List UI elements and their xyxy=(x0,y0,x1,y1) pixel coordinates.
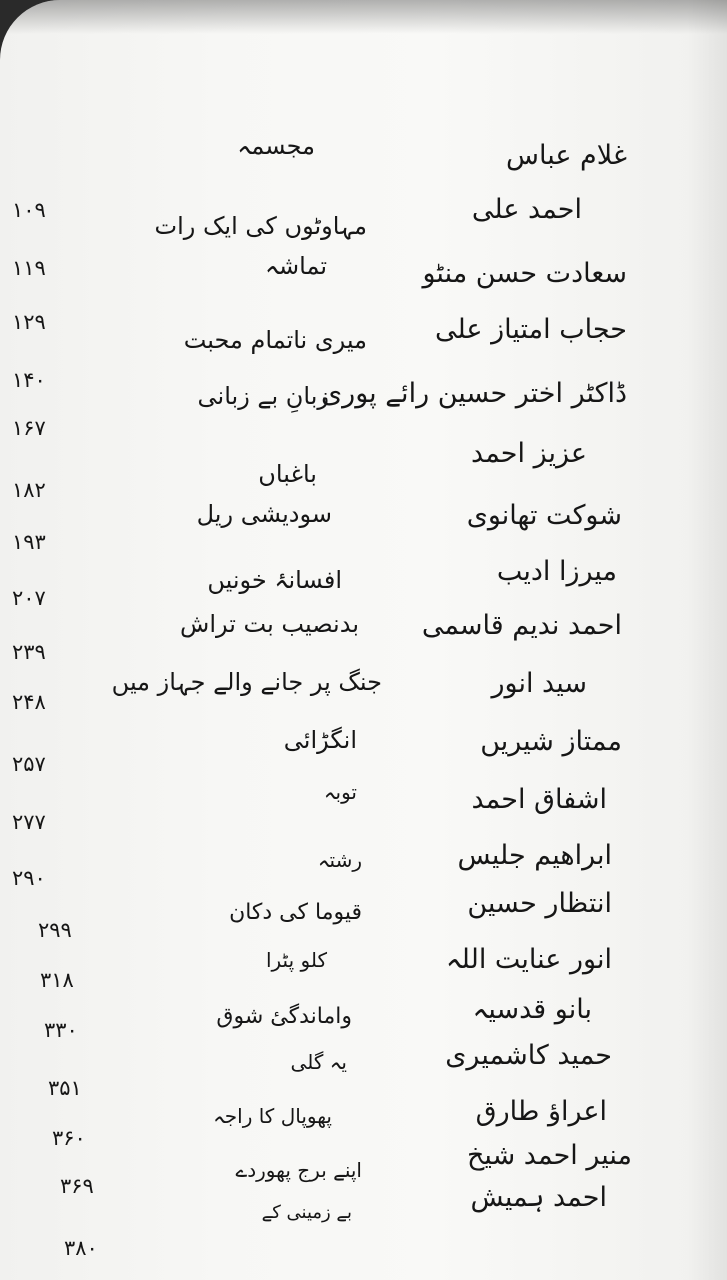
author-name: شوکت تھانوی xyxy=(466,500,622,531)
page-number: ۱۰۹ xyxy=(12,198,46,222)
author-name: احمد ندیم قاسمی xyxy=(421,610,622,641)
story-title: بے زمینی کے xyxy=(261,1202,352,1223)
page-number: ۳۸۰ xyxy=(64,1236,98,1260)
story-title: رشتہ xyxy=(317,848,362,872)
page-number: ۱۴۰ xyxy=(12,368,46,392)
story-title: اپنے برج پھوردے xyxy=(235,1158,362,1182)
story-title: سودیشی ریل xyxy=(196,500,332,528)
page-number: ۳۶۰ xyxy=(52,1126,86,1150)
story-title: افسانۂ خونیں xyxy=(207,566,342,594)
author-name: انور عنایت اللہ xyxy=(445,944,612,975)
toc-row xyxy=(0,726,727,776)
story-title: زبانِ بے زبانی xyxy=(197,382,329,410)
toc-row xyxy=(0,252,727,302)
author-name: عزیز احمد xyxy=(471,438,587,469)
page-number: ۲۴۸ xyxy=(12,690,46,714)
toc-row xyxy=(0,194,727,244)
page-number: ۲۹۰ xyxy=(12,866,46,890)
page-number: ۲۰۷ xyxy=(12,586,46,610)
page-number: ۲۷۷ xyxy=(12,810,46,834)
story-title: کلو پٹرا xyxy=(265,948,327,972)
toc-row xyxy=(0,306,727,356)
toc-row xyxy=(0,944,727,994)
story-title: انگڑائی xyxy=(283,726,357,754)
author-name: اشفاق احمد xyxy=(471,784,607,815)
author-name: میرزا ادیب xyxy=(496,556,617,587)
toc-row xyxy=(0,668,727,718)
toc-row xyxy=(0,414,727,469)
toc-row xyxy=(0,500,727,554)
author-name: اعراؤ طارق xyxy=(475,1096,607,1127)
page-number: ۳۶۹ xyxy=(60,1174,94,1198)
toc-row xyxy=(0,132,727,182)
author-name: حمید کاشمیری xyxy=(445,1040,612,1071)
toc-row xyxy=(0,1040,727,1100)
toc-row xyxy=(0,888,727,942)
page-number: ۲۵۷ xyxy=(12,752,46,776)
page-number: ۳۵۱ xyxy=(48,1076,82,1100)
toc-row xyxy=(0,840,727,890)
author-name: ابراھیم جلیس xyxy=(457,840,612,871)
story-title: تماشہ xyxy=(264,252,327,280)
story-title: یہ گلی xyxy=(290,1050,347,1074)
story-title: مہاوٹوں کی ایک رات xyxy=(154,212,367,240)
page-number: ۱۲۹ xyxy=(12,310,46,334)
author-name: حجاب امتیاز علی xyxy=(434,314,627,345)
author-name: احمد علی xyxy=(471,194,582,225)
page-number: ۳۳۰ xyxy=(44,1018,78,1042)
toc-row xyxy=(0,556,727,610)
author-name: بانو قدسیہ xyxy=(472,994,592,1025)
page-number: ۳۱۸ xyxy=(40,968,74,992)
story-title: پھوپال کا راجہ xyxy=(213,1104,332,1128)
toc-row xyxy=(0,1096,727,1150)
story-title: جنگ پر جانے والے جہاز میں xyxy=(111,668,382,696)
page-number: ۲۳۹ xyxy=(12,640,46,664)
toc-row xyxy=(0,1182,727,1260)
toc-row xyxy=(0,780,727,834)
story-title: بدنصیب بت تراش xyxy=(180,610,359,638)
page-top-shadow xyxy=(0,0,727,34)
story-title: توبہ xyxy=(323,780,357,804)
author-name: سید انور xyxy=(491,668,587,699)
story-title: قیوما کی دکان xyxy=(229,900,362,925)
author-name: احمد ہمیش xyxy=(470,1182,607,1213)
author-name: سعادت حسن منٹو xyxy=(422,258,627,289)
author-name: ممتاز شیریں xyxy=(480,726,622,757)
page-number: ۱۱۹ xyxy=(12,256,46,280)
author-name: غلام عباس xyxy=(506,140,627,171)
story-title: میری ناتمام محبت xyxy=(183,326,367,354)
story-title: باغباں xyxy=(258,460,317,488)
page-number: ۱۶۷ xyxy=(12,416,46,440)
story-title: واماندگیٔ شوق xyxy=(216,1004,352,1029)
story-title: مجسمہ xyxy=(237,132,315,160)
author-name: ڈاکٹر اختر حسین رائے پوری xyxy=(321,378,627,409)
toc-row xyxy=(0,994,727,1044)
author-name: انتظار حسین xyxy=(467,888,612,919)
author-name: منیر احمد شیخ xyxy=(467,1140,632,1171)
page-number: ۱۸۲ xyxy=(12,478,46,502)
page-number: ۲۹۹ xyxy=(38,918,72,942)
toc-row xyxy=(0,610,727,664)
page-number: ۱۹۳ xyxy=(12,530,46,554)
toc-row xyxy=(0,364,727,414)
